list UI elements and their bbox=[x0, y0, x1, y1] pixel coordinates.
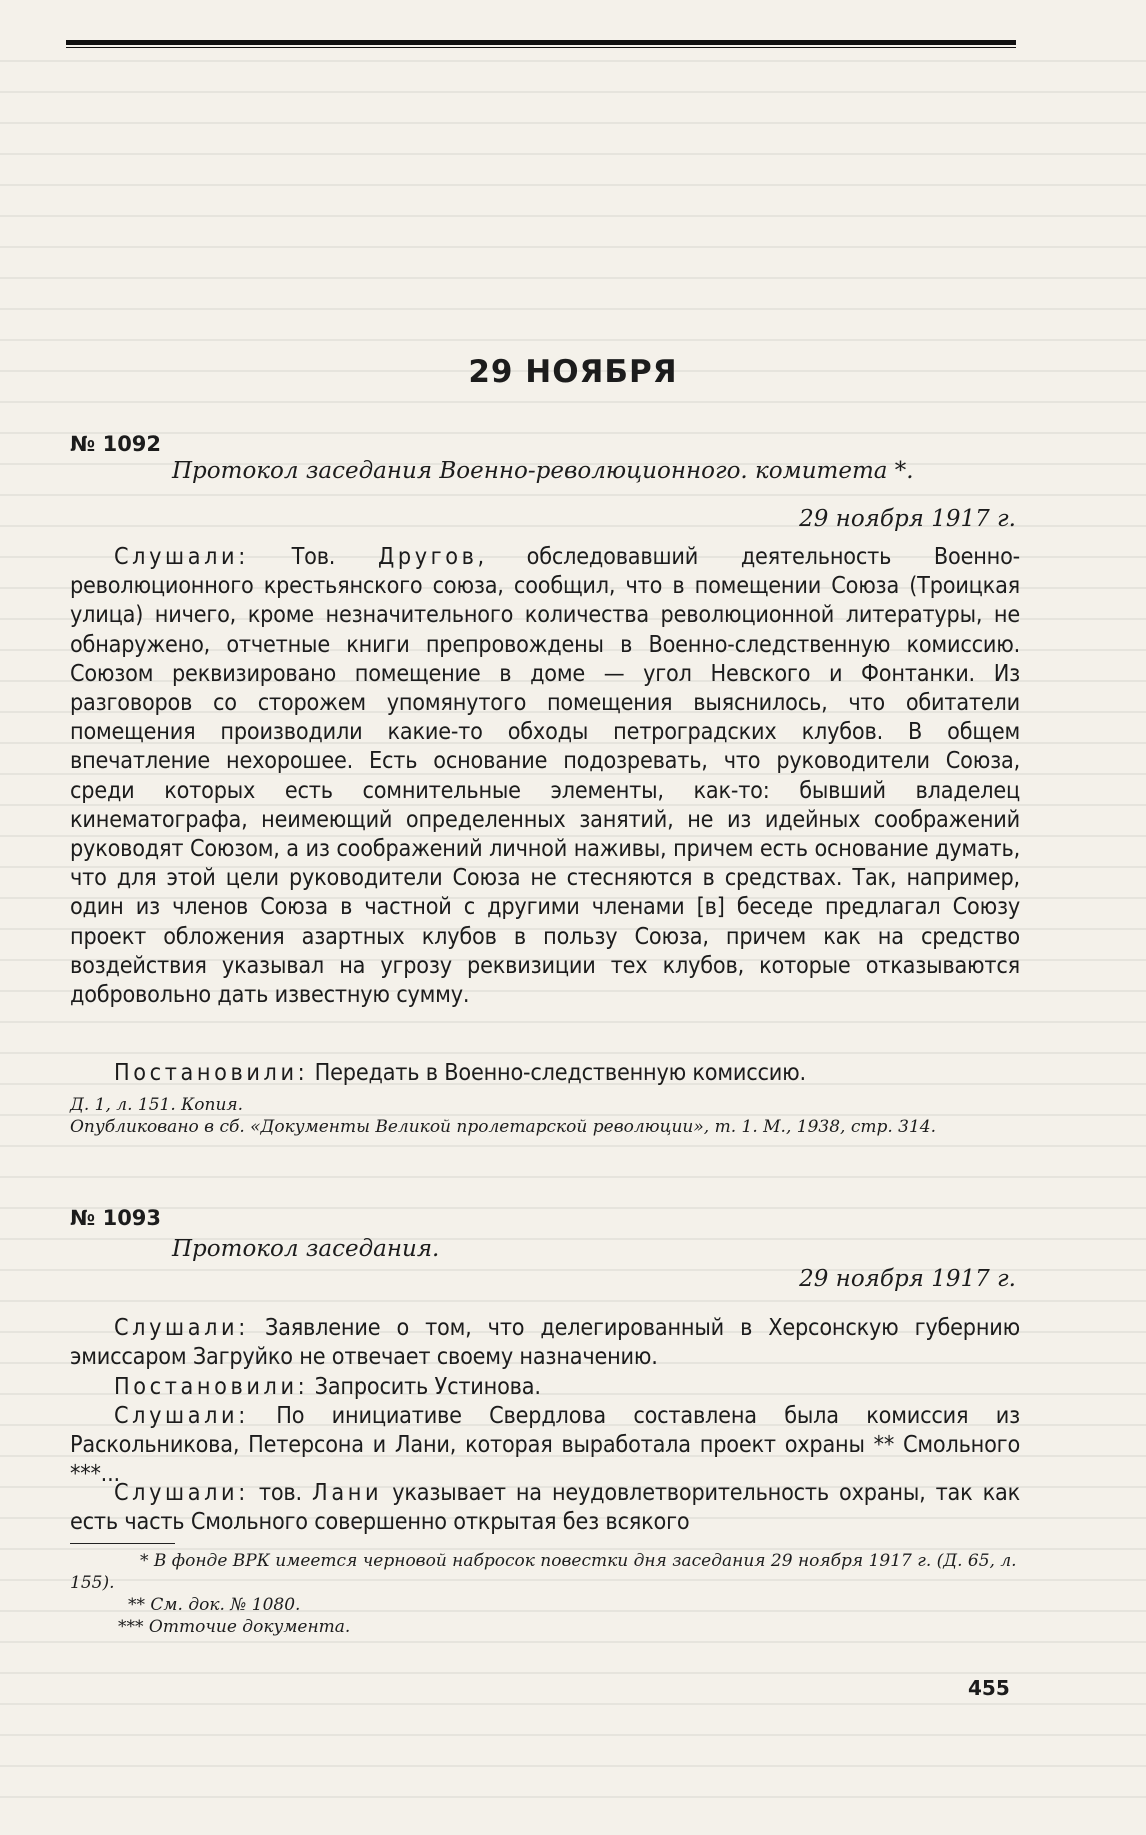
doc-1092-heard-paragraph: Слушали: Тов. Другов, обследовавший деятельность Военно-революционного крестьянского союза, сообщил, что в помещении Союза (Троицкая улица) ничего, кроме незначительного количества революционной литературы, не обнаружено, отчетные книги препровождены в Военно-следственную комиссию. Союзом реквизировано помещение в доме — угол Невского и Фонтанки. Из разговоров со сторожем упомянутого помещения выяснилось, что обитатели помещения производили какие-то обходы петроградских клубов. В общем впечатление нехорошее. Есть основание подозревать, что руководители Союза, среди которых есть сомнительные элементы, как-то: бывший владелец кинематографа, неимеющий определенных занятий, не из идейных соображений руководят Союзом, а из соображений личной наживы, причем есть основание думать, что для этой цели руководители Союза не стесняются в средствах. Так, например, один из членов Союза в частной с другими членами [в] беседе предлагал Союзу проект обложения азартных клубов в пользу Союза, причем как на средство воздействия указывал на угрозу реквизиции тех клубов, которые отказываются добровольно дать известную сумму. bbox=[70, 543, 1021, 1009]
heard-label: Слушали: bbox=[114, 543, 249, 570]
doc-1093-number: № 1093 bbox=[70, 1206, 162, 1230]
doc-1092-published: Опубликовано в сб. «Документы Великой пролетарской революции», т. 1. М., 1938, стр. 314. bbox=[70, 1117, 937, 1137]
date-heading: 29 НОЯБРЯ bbox=[468, 354, 678, 390]
doc-1093-heard-paragraph-3: Слушали: тов. Лани указывает на неудовлетворительность охраны, так как есть часть Смольного совершенно открытая без всякого bbox=[70, 1479, 1021, 1536]
page-number: 455 bbox=[968, 1676, 1010, 1700]
footnote-1: * В фонде ВРК имеется черновой набросок повестки дня заседания 29 ноября 1917 г. (Д. 65, л. 155). bbox=[70, 1551, 1017, 1593]
speaker-name: Другов bbox=[377, 543, 478, 570]
doc-1093-date: 29 ноября 1917 г. bbox=[799, 1266, 1016, 1292]
doc-1092-source: Д. 1, л. 151. Копия. bbox=[70, 1095, 244, 1115]
footnote-rule bbox=[70, 1543, 175, 1544]
footnote-3: *** Отточие документа. bbox=[118, 1617, 351, 1637]
resolved-label: Постановили: bbox=[114, 1059, 309, 1086]
doc-1092-title: Протокол заседания Военно-революционного. комитета *. bbox=[172, 458, 914, 484]
doc-1092-date: 29 ноября 1917 г. bbox=[799, 506, 1016, 532]
footnote-2: ** См. док. № 1080. bbox=[128, 1595, 301, 1615]
doc-1093-heard-paragraph-1: Слушали: Заявление о том, что делегированный в Херсонскую губернию эмиссаром Загруйко не отвечает своему назначению. bbox=[70, 1314, 1020, 1371]
doc-1093-resolved-paragraph: Постановили: Запросить Устинова. bbox=[114, 1373, 541, 1400]
doc-1092-resolved-paragraph: Постановили: Передать в Военно-следственную комиссию. bbox=[114, 1059, 806, 1086]
doc-1093-heard-paragraph-2: Слушали: По инициативе Свердлова составлена была комиссия из Раскольникова, Петерсона и Лани, которая выработала проект охраны ** Смольного ***... bbox=[70, 1402, 1020, 1488]
top-rule bbox=[66, 40, 1016, 48]
doc-1092-number: № 1092 bbox=[70, 432, 162, 456]
doc-1093-title: Протокол заседания. bbox=[172, 1236, 440, 1262]
